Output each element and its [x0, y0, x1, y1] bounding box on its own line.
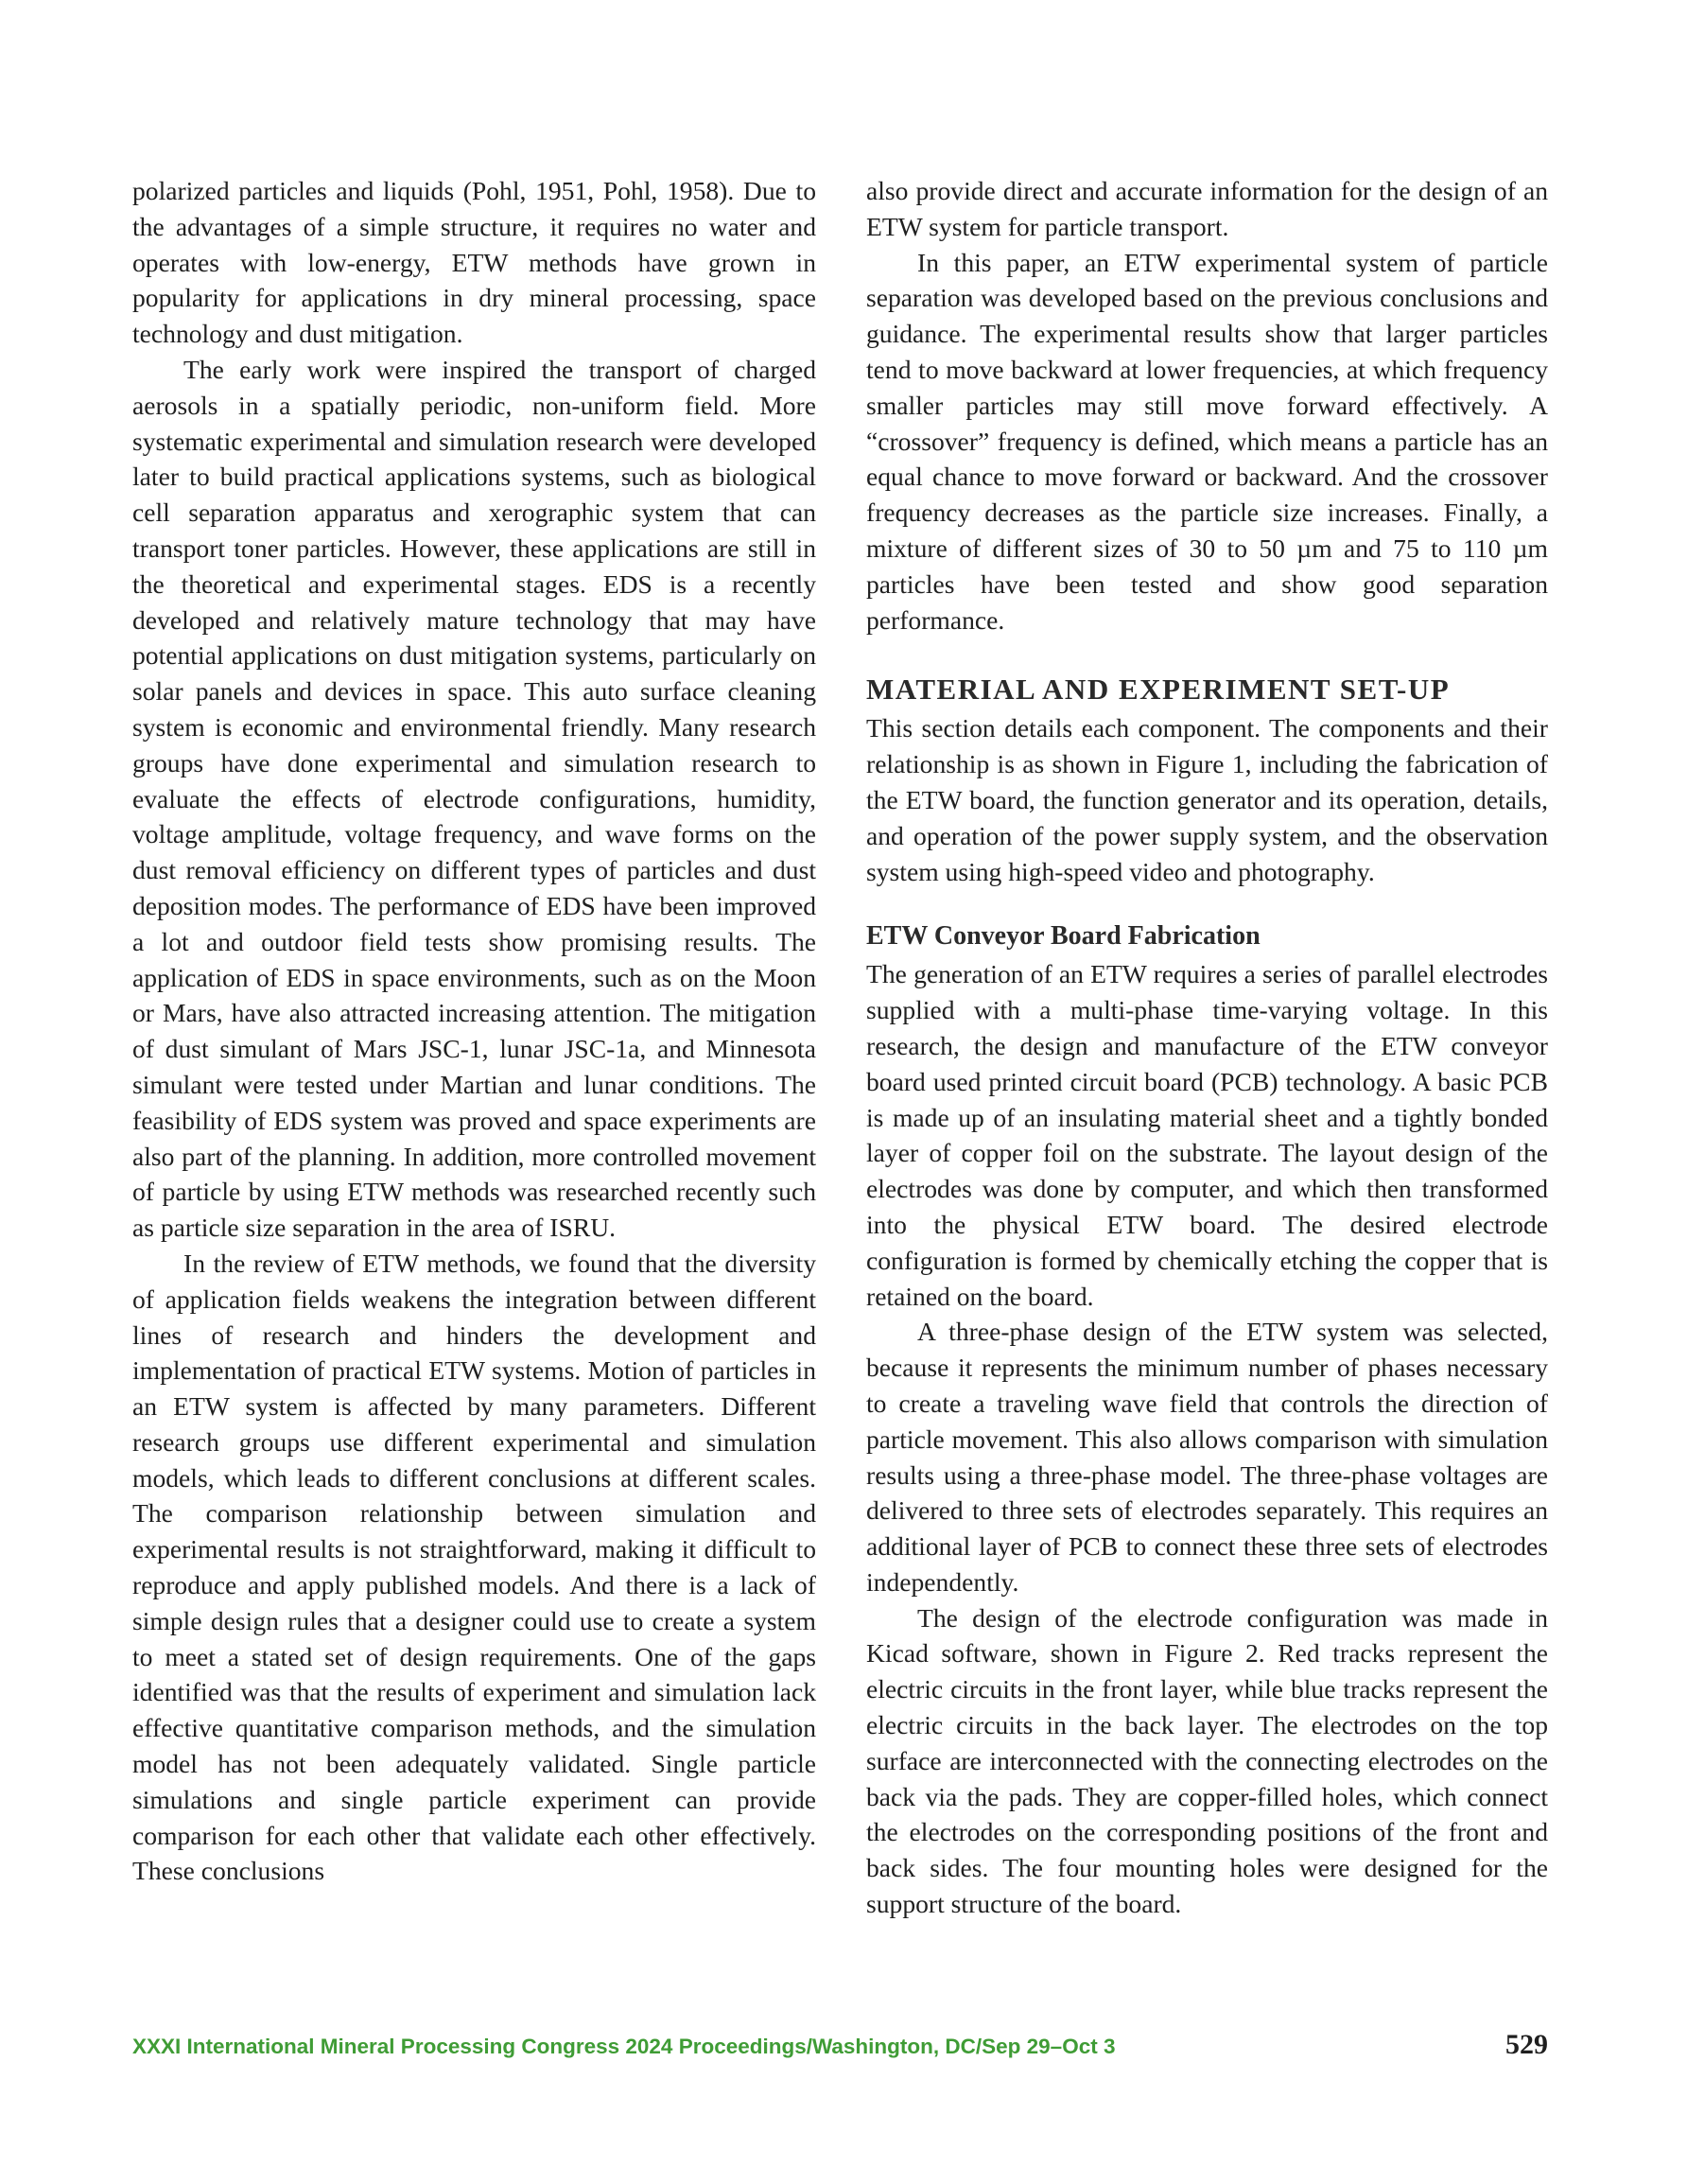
paragraph: In the review of ETW methods, we found that the diversity of application fields weakens the integration between different lines of research and hinders the development and implementation of practical ETW systems. Motion of particles in an ETW system is affected by many parameters. Different research groups use different experimental and simulation models, which leads to different conclusions at different scales. The comparison relationship between simulation and experimental results is not straightforward, making it difficult to reproduce and apply published models. And there is a lack of simple design rules that a designer could use to create a system to meet a stated set of design requirements. One of the gaps identified was that the results of experiment and simulation lack effective quantitative comparison methods, and the simulation model has not been adequately validated. Single particle simulations and single particle experiment can provide comparison for each other that validate each other effectively. These conclusions: [132, 1248, 816, 1886]
paragraph: The generation of an ETW requires a series of parallel electrodes supplied with a multi-phase time-varying voltage. In this research, the design and manufacture of the ETW conveyor board used printed circuit board (PCB) technology. A basic PCB is made up of an insulating material sheet and a tightly bonded layer of copper foil on the substrate. The layout design of the electrodes was done by computer, and which then transformed into the physical ETW board. The desired electrode configuration is formed by chemically etching the copper that is retained on the board.: [866, 959, 1548, 1311]
footer-conference-title: XXXI International Mineral Processing Congress 2024 Proceedings/Washington, DC/Sep 29–Oct 3: [132, 2035, 1116, 2058]
paragraph: This section details each component. The components and their relationship is as shown in Figure 1, including the fabrication of the ETW board, the function generator and its operation, details, and operation of the power supply system, and the observation system using high-speed video and photography.: [866, 713, 1548, 886]
paragraph: A three-phase design of the ETW system was selected, because it represents the minimum number of phases necessary to create a traveling wave field that controls the direction of particle movement. This also allows comparison with simulation results using a three-phase model. The three-phase voltages are delivered to three sets of electrodes separately. This requires an additional layer of PCB to connect these three sets of electrodes independently.: [866, 1317, 1548, 1597]
right-column: [866, 173, 1548, 1922]
section-heading: MATERIAL AND EXPERIMENT SET-UP: [866, 673, 1451, 707]
paragraph: polarized particles and liquids (Pohl, 1951, Pohl, 1958). Due to the advantages of a simple structure, it requires no water and operates with low-energy, ETW methods have grown in popularity for applications in dry mineral processing, space technology and dust mitigation.: [132, 176, 816, 349]
paragraph: In this paper, an ETW experimental system of particle separation was developed based on the previous conclusions and guidance. The experimental results show that larger particles tend to move backward at lower frequencies, at which frequency smaller particles may still move forward effectively. A “crossover” frequency is defined, which means a particle has an equal chance to move forward or backward. And the crossover frequency decreases as the particle size increases. Finally, a mixture of different sizes of 30 to 50 µm and 75 to 110 µm particles have been tested and show good separation performance.: [866, 247, 1548, 635]
page-number: 529: [1505, 2029, 1548, 2060]
left-column: [132, 173, 816, 1889]
paragraph: The early work were inspired the transport of charged aerosols in a spatially periodic, non-uniform field. More systematic experimental and simulation research were developed later to build practical applications systems, such as biological cell separation apparatus and xerographic system that can transport toner particles. However, these applications are still in the theoretical and experimental stages. EDS is a recently developed and relatively mature technology that may have potential applications on dust mitigation systems, particularly on solar panels and devices in space. This auto surface cleaning system is economic and environmental friendly. Many research groups have done experimental and simulation research to evaluate the effects of electrode configurations, humidity, voltage amplitude, voltage frequency, and wave forms on the dust removal efficiency on different types of particles and dust deposition modes. The performance of EDS have been improved a lot and outdoor field tests show promising results. The application of EDS in space environments, such as on the Moon or Mars, have also attracted increasing attention. The mitigation of dust simulant of Mars JSC-1, lunar JSC-1a, and Minnesota simulant were tested under Martian and lunar conditions. The feasibility of EDS system was proved and space experiments are also part of the planning. In addition, more controlled movement of particle by using ETW methods was researched recently such as particle size separation in the area of ISRU.: [132, 354, 816, 1243]
page-footer: [132, 2029, 1548, 2067]
paragraph: also provide direct and accurate information for the design of an ETW system for particle transport.: [866, 176, 1548, 241]
subsection-heading: ETW Conveyor Board Fabrication: [866, 921, 1261, 952]
paragraph: The design of the electrode configuration was made in Kicad software, shown in Figure 2. Red tracks represent the electric circuits in the front layer, while blue tracks represent the electric circuits in the back layer. The electrodes on the top surface are interconnected with the connecting electrodes on the back via the pads. They are copper-filled holes, which connect the electrodes on the corresponding positions of the front and back sides. The four mounting holes were designed for the support structure of the board.: [866, 1602, 1548, 1919]
